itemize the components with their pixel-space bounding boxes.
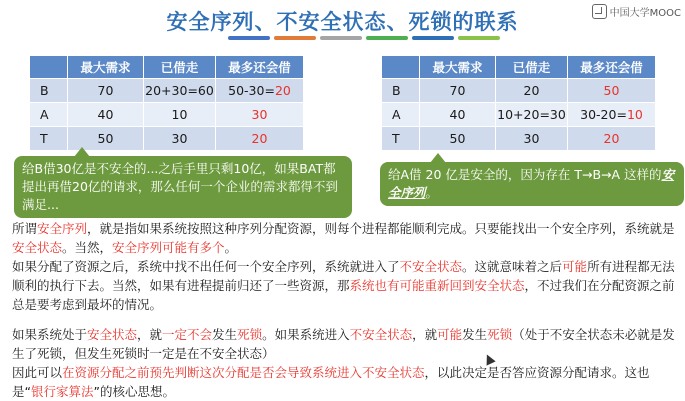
table-cell: 40 xyxy=(68,102,144,126)
table-cell: 30 xyxy=(496,126,568,150)
table-header xyxy=(382,56,420,78)
table-header-row xyxy=(30,56,304,78)
table-cell: 50 xyxy=(568,78,656,102)
table-cell: B xyxy=(382,78,420,102)
table-cell: A xyxy=(382,102,420,126)
table-row xyxy=(30,126,304,150)
table-header: 最大需求 xyxy=(68,56,144,78)
color-bar-segment xyxy=(412,36,454,40)
table-row xyxy=(382,126,656,150)
callout-pointer xyxy=(430,153,446,163)
table-cell: 20 xyxy=(496,78,568,102)
table-cell: 70 xyxy=(68,78,144,102)
table-cell: T xyxy=(30,126,68,150)
table-cell: A xyxy=(30,102,68,126)
table-header xyxy=(30,56,68,78)
left-note-callout: 给B借30亿是不安全的...之后手里只剩10亿，如果BAT都提出再借20亿的请求，那么任何一个企业的需求都得不到满足... xyxy=(14,156,352,218)
table-cell: 50 xyxy=(68,126,144,150)
table-cell: 40 xyxy=(420,102,496,126)
table-cell: 30 xyxy=(216,102,304,126)
mooc-logo-icon xyxy=(592,4,607,19)
table-cell: 30 xyxy=(144,126,216,150)
table-header: 已借走 xyxy=(496,56,568,78)
table-cell: 30-20=10 xyxy=(568,102,656,126)
right-resource-table xyxy=(382,56,656,150)
table-cell: T xyxy=(382,126,420,150)
table-cell: 50 xyxy=(420,126,496,150)
page-title: 安全序列、不安全状态、死锁的联系 xyxy=(166,10,519,34)
table-cell: 70 xyxy=(420,78,496,102)
table-row xyxy=(30,102,304,126)
callout-pointer xyxy=(74,147,90,157)
mooc-logo: 中国大学MOOC xyxy=(592,4,681,19)
table-cell: 20 xyxy=(216,126,304,150)
table-cell: 20 xyxy=(568,126,656,150)
table-cell: B xyxy=(30,78,68,102)
table-row xyxy=(30,78,304,102)
right-note-callout: 给A借 20 亿是安全的，因为存在 T→B→A 这样的安全序列。 xyxy=(380,162,684,206)
color-bar-segment xyxy=(458,36,500,40)
table-header: 最大需求 xyxy=(420,56,496,78)
table-cell: 10 xyxy=(144,102,216,126)
color-bar-segment xyxy=(228,36,270,40)
paragraph-unsafe-state: 如果分配了资源之后，系统中找不出任何一个安全序列，系统就进入了不安全状态。这就意味着之后可能所有进程都无法顺利的执行下去。当然，如果有进程提前归还了一些资源，那系统也有可能重新回到安全状态，不过我们在分配资源之前总是要考虑到最坏的情况。 xyxy=(12,259,675,312)
title-color-bar xyxy=(228,36,500,40)
table-header: 最多还会借 xyxy=(216,56,304,78)
table-header-row xyxy=(382,56,656,78)
paragraph-safe-sequence: 所谓安全序列，就是指如果系统按照这种序列分配资源，则每个进程都能顺利完成。只要能找出一个安全序列，系统就是安全状态。当然，安全序列可能有多个。 xyxy=(12,221,675,255)
table-row xyxy=(382,102,656,126)
color-bar-segment xyxy=(366,36,408,40)
paragraph-deadlock-relation: 如果系统处于安全状态，就一定不会发生死锁。如果系统进入不安全状态，就可能发生死锁（处于不安全状态未必就是发生了死锁，但发生死锁时一定是在不安全状态） 因此可以在资源分配之前预先判断这次分配是否会导致系统进入不安全状态，以此决定是否答应资源分配请求。这也是“银行家算法”的核心思想。 xyxy=(12,327,675,399)
left-resource-table xyxy=(30,56,304,150)
table-cell: 50-30=20 xyxy=(216,78,304,102)
color-bar-segment xyxy=(274,36,316,40)
table-cell: 10+20=30 xyxy=(496,102,568,126)
table-row xyxy=(382,78,656,102)
table-header: 最多还会借 xyxy=(568,56,656,78)
color-bar-segment xyxy=(320,36,362,40)
table-header: 已借走 xyxy=(144,56,216,78)
table-cell: 20+30=60 xyxy=(144,78,216,102)
